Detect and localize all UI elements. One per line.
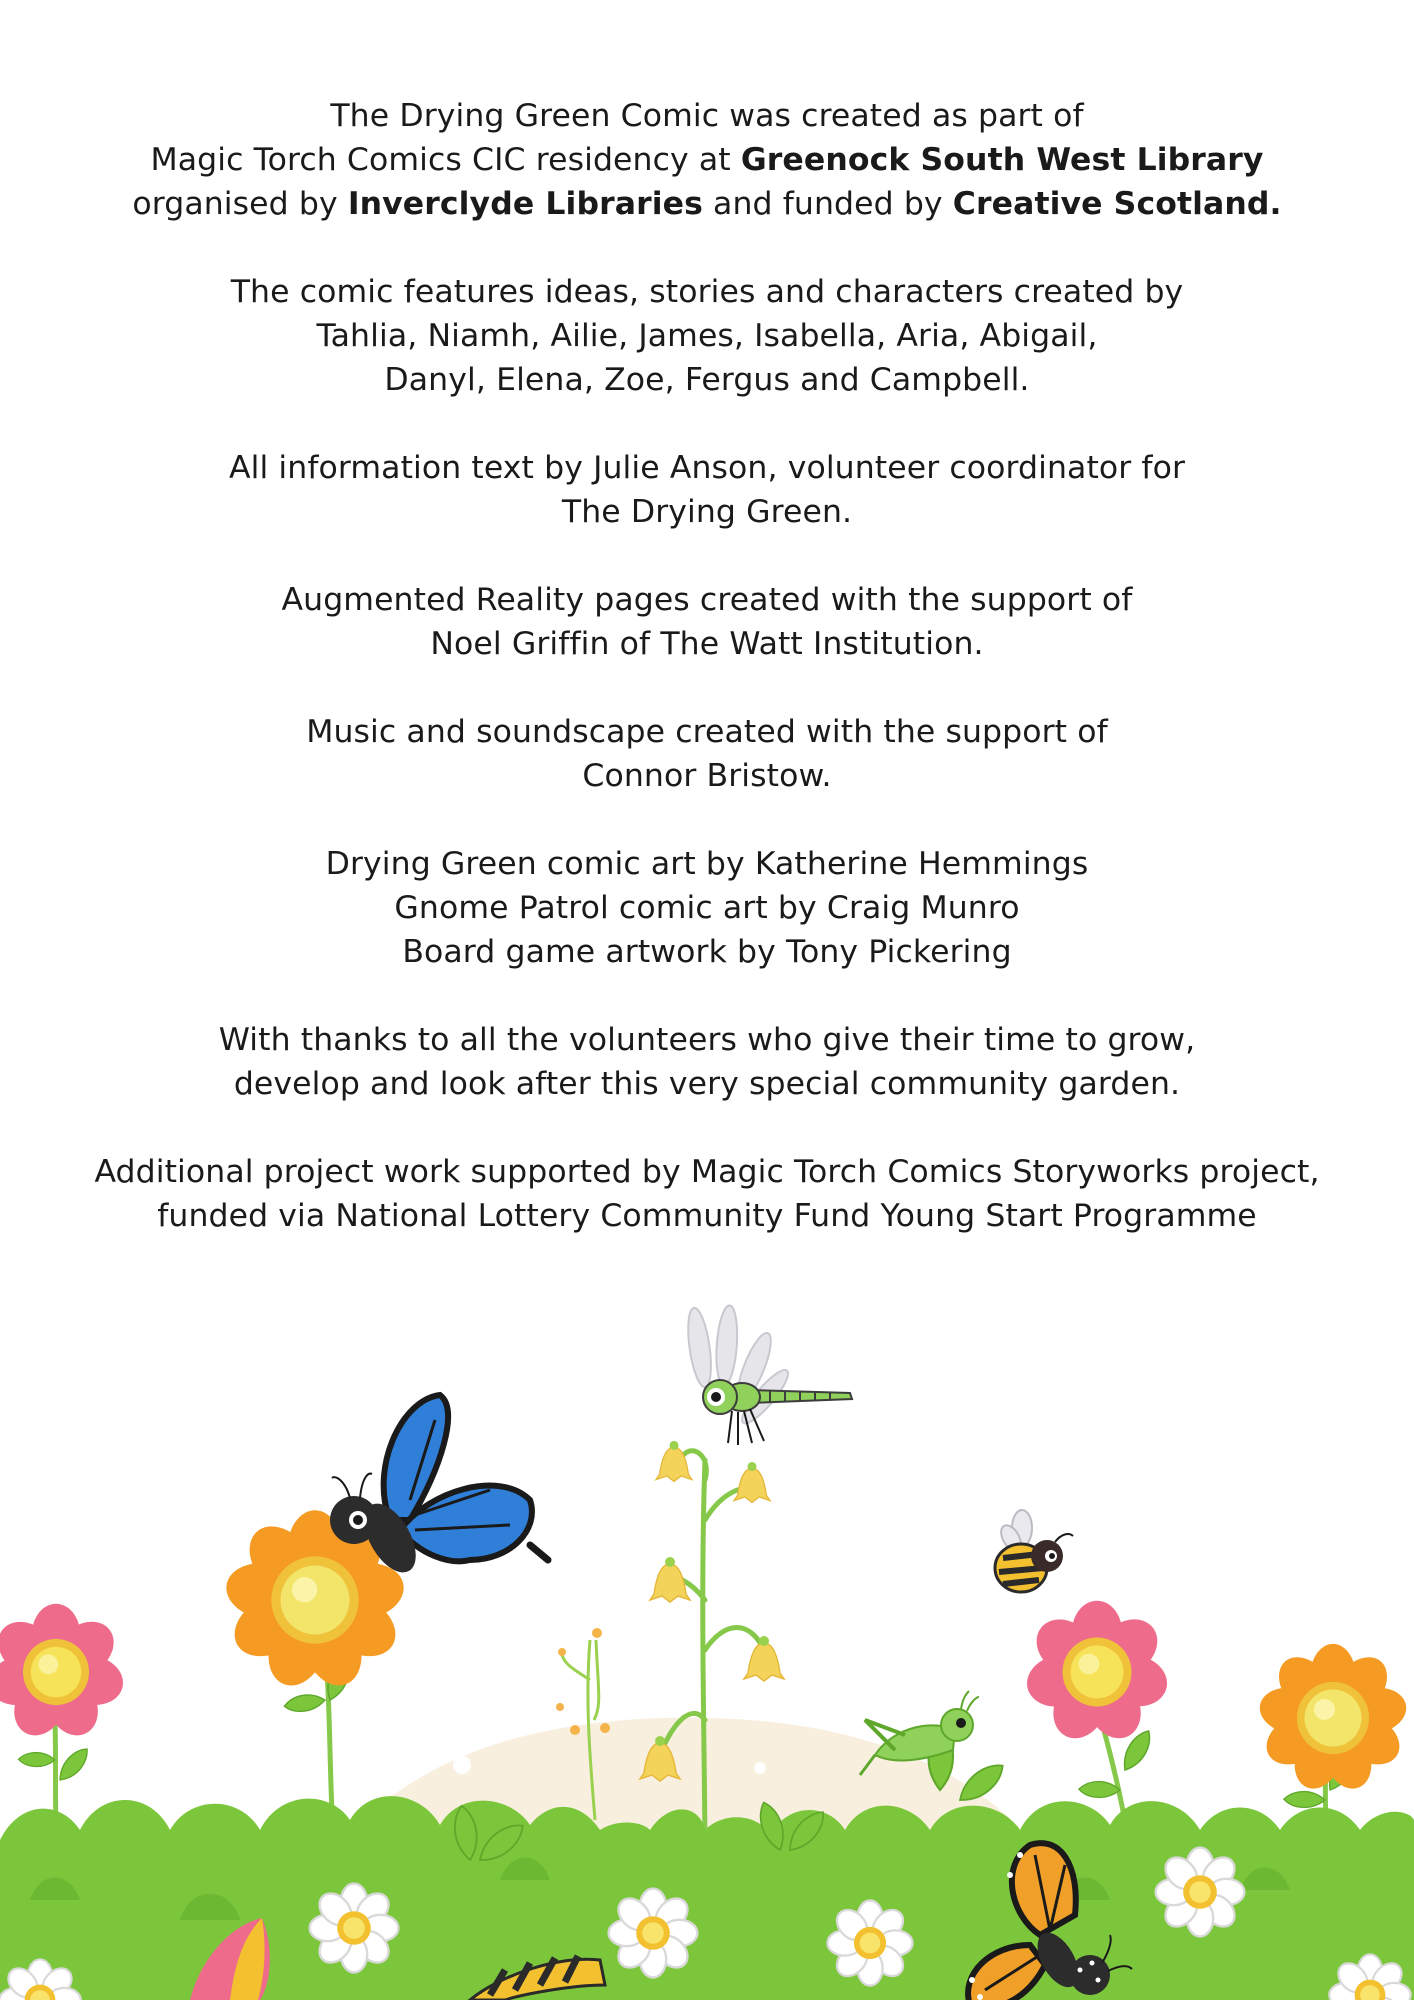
thanks-line: With thanks to all the volunteers who give their time to grow, (218, 1022, 1196, 1058)
residency-paragraph (0, 94, 1414, 226)
funded-by-text: and funded by (702, 186, 953, 222)
creators-line: Danyl, Elena, Zoe, Fergus and Campbell. (384, 362, 1030, 398)
augmented-reality-line: Noel Griffin of The Watt Institution. (430, 626, 984, 662)
creators-paragraph (0, 270, 1414, 402)
creators-line: Tahlia, Niamh, Ailie, James, Isabella, Aria, Abigail, (316, 318, 1098, 354)
residency-line-3 (0, 182, 1414, 226)
thanks-line: develop and look after this very special community garden. (233, 1066, 1181, 1102)
artwork-line: Drying Green comic art by Katherine Hemmings (325, 846, 1089, 882)
library-name: Greenock South West Library (740, 142, 1264, 178)
augmented-reality-line: Augmented Reality pages created with the support of (281, 582, 1133, 618)
additional-support-line: funded via National Lottery Community Fund Young Start Programme (157, 1198, 1257, 1234)
residency-text: Magic Torch Comics CIC residency at (150, 142, 741, 178)
artwork-line: Gnome Patrol comic art by Craig Munro (394, 890, 1020, 926)
artwork-line: Board game artwork by Tony Pickering (402, 934, 1012, 970)
residency-line-1: The Drying Green Comic was created as part of (330, 98, 1084, 134)
information-text-paragraph (0, 446, 1414, 534)
organised-by-text: organised by (132, 186, 348, 222)
bee-icon (995, 1510, 1073, 1592)
additional-support-line: Additional project work supported by Magic Torch Comics Storyworks project, (94, 1154, 1320, 1190)
garden-illustration (0, 1270, 1414, 2000)
additional-support-paragraph (0, 1150, 1414, 1238)
music-line: Music and soundscape created with the support of (306, 714, 1108, 750)
music-paragraph (0, 710, 1414, 798)
residency-line-2 (0, 138, 1414, 182)
information-line: All information text by Julie Anson, volunteer coordinator for (228, 450, 1186, 486)
artwork-paragraph (0, 842, 1414, 974)
funder-name: Creative Scotland. (952, 186, 1282, 222)
creators-line: The comic features ideas, stories and characters created by (230, 274, 1184, 310)
organiser-name: Inverclyde Libraries (347, 186, 703, 222)
information-line: The Drying Green. (561, 494, 853, 530)
music-line: Connor Bristow. (582, 758, 832, 794)
augmented-reality-paragraph (0, 578, 1414, 666)
thanks-paragraph (0, 1018, 1414, 1106)
dragonfly-icon (684, 1305, 852, 1445)
credits-text (0, 94, 1414, 1282)
